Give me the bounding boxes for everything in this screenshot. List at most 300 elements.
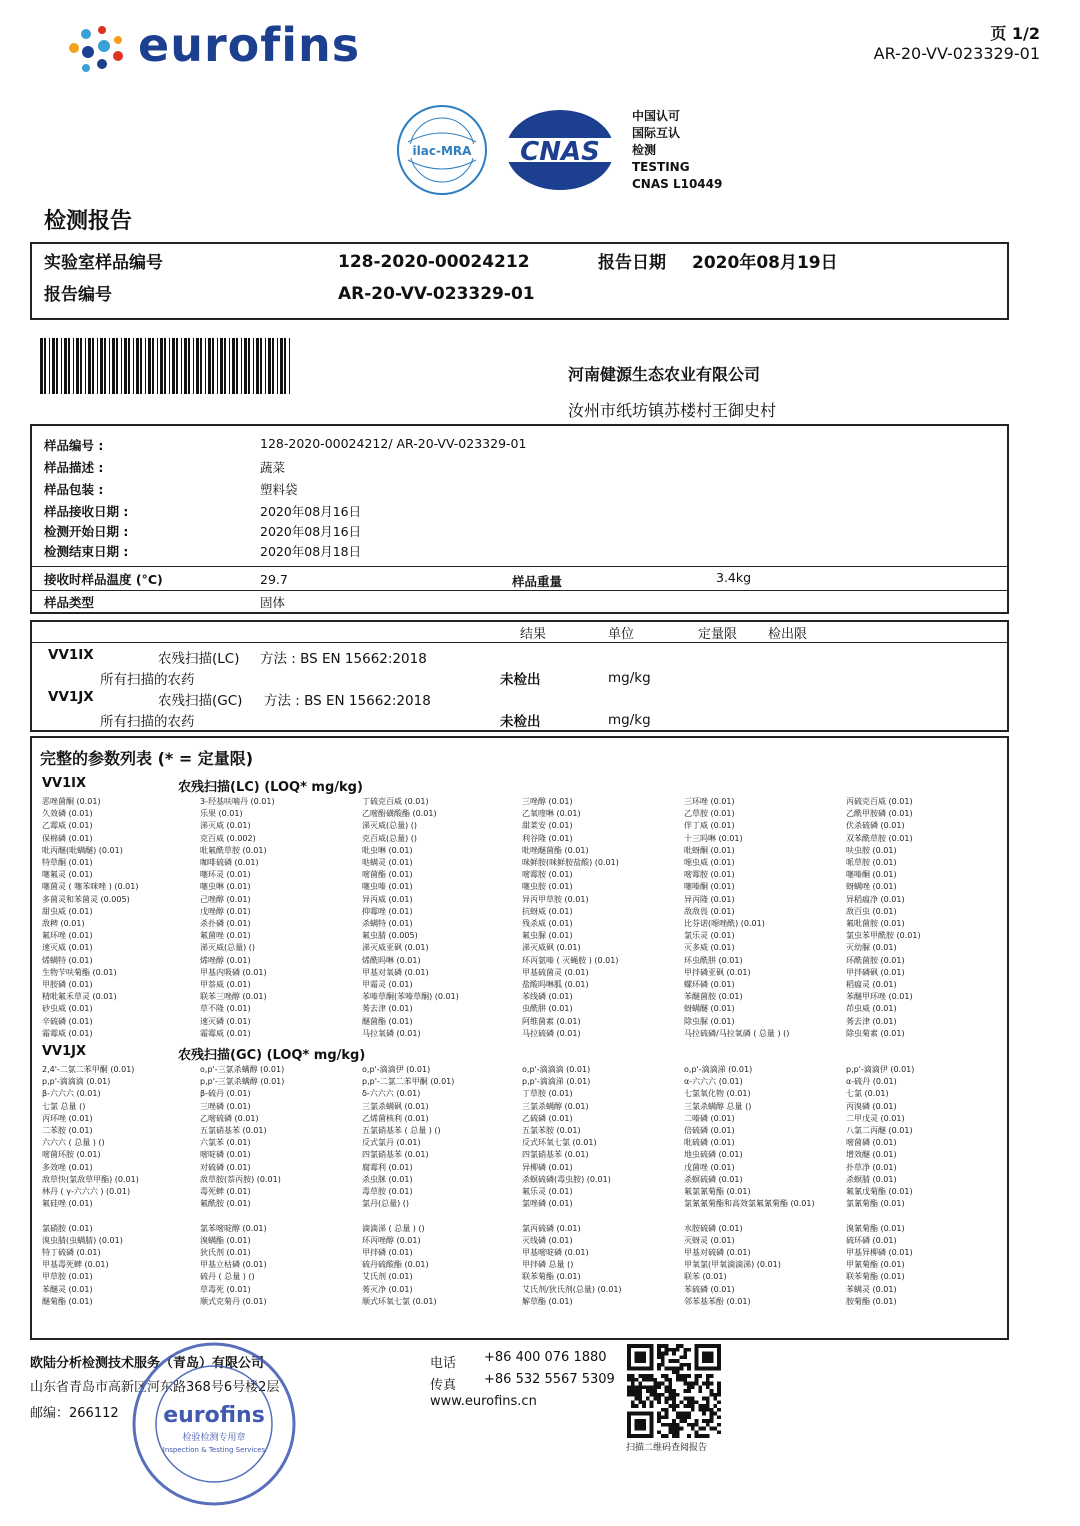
parameter-item: 氟环唑 (0.01) <box>42 931 93 941</box>
parameter-item: 林丹 ( γ-六六六 ) (0.01) <box>42 1187 131 1197</box>
parameter-item: p,p'-滴滴涕 (0.01) <box>522 1077 591 1087</box>
parameter-item: 氯丹(总量) () <box>362 1199 410 1209</box>
page-title: 检测报告 <box>44 209 133 234</box>
parameter-item: 杀螟硫磷 (0.01) <box>684 1174 743 1184</box>
parameter-item: 2,4'-二氯二苯甲酮 (0.01) <box>42 1065 135 1074</box>
fax-label: 传真 <box>430 1378 457 1393</box>
lc-group-code: VV1IX <box>42 776 87 791</box>
parameter-list-box <box>30 736 1009 1340</box>
parameter-item: 丁硫克百威 (0.01) <box>362 797 429 806</box>
parameter-item: 氟虫脲 (0.01) <box>522 931 573 941</box>
page-info <box>874 24 1040 64</box>
parameter-item: 氟硅唑 (0.01) <box>42 1199 93 1209</box>
parameter-item: 虫酰肼 (0.01) <box>522 1004 573 1014</box>
svg-text:Inspection & Testing Services: Inspection & Testing Services <box>162 1446 266 1454</box>
parameter-item: 甲基对氧磷 (0.01) <box>362 967 429 977</box>
parameter-item: 联苯 (0.01) <box>684 1272 727 1282</box>
parameter-item: 噻氟灵 (0.01) <box>42 870 93 880</box>
parameter-item: 特丁硫磷 (0.01) <box>42 1248 101 1258</box>
parameter-item: 灭多威 (0.01) <box>684 943 735 953</box>
parameter-item: 莠去津 (0.01) <box>846 1016 897 1026</box>
parameter-item: 异稻瘟净 (0.01) <box>846 894 905 904</box>
parameter-item: 环酰菌胺 (0.01) <box>846 955 905 965</box>
parameter-item: 敌百虫 (0.01) <box>846 906 897 916</box>
parameter-item: 抗蚜威 (0.01) <box>522 906 573 916</box>
parameter-item: 涕灭威砜 (0.01) <box>522 943 581 953</box>
client-address: 汝州市纸坊镇苏楼村王御史村 <box>568 401 777 420</box>
parameter-item: 精吡氟禾草灵 (0.01) <box>42 992 117 1002</box>
parameter-item: 苯螨灵 (0.01) <box>846 1284 897 1294</box>
parameter-item: 氯唑磷 (0.01) <box>522 1199 573 1209</box>
type-value: 固体 <box>260 595 286 610</box>
test-name: 农残扫描(GC) <box>158 693 243 709</box>
parameter-item: 三氯杀螨醇 (0.01) <box>522 1101 589 1111</box>
parameter-item: 嘧菌磷 (0.01) <box>846 1138 897 1148</box>
parameter-item: 灭幼脲 (0.01) <box>846 943 897 953</box>
parameter-item: 伴丁威 (0.01) <box>684 821 735 831</box>
accreditation-line: 检测 <box>632 143 657 157</box>
parameter-item <box>200 1210 356 1222</box>
parameter-column <box>846 796 1002 1040</box>
parameter-item: 杀扑磷 (0.01) <box>200 919 251 929</box>
parameter-item: 甲氰菊酯 (0.01) <box>846 1260 905 1270</box>
parameter-item: 噻虫嗪 (0.01) <box>362 882 413 892</box>
parameter-item: 增效醚 (0.01) <box>846 1150 897 1160</box>
parameter-item <box>362 1210 518 1222</box>
parameter-column <box>684 796 840 1040</box>
parameter-column <box>200 796 356 1040</box>
parameter-item <box>684 1210 840 1222</box>
parameter-item: 草毒死 (0.01) <box>200 1284 251 1294</box>
header-report-number: AR-20-VV-023329-01 <box>873 44 1040 63</box>
parameter-item: 吡氟酰草胺 (0.01) <box>200 845 267 855</box>
sample-value: 128-2020-00024212/ AR-20-VV-023329-01 <box>260 436 527 451</box>
weight-label: 样品重量 <box>512 574 563 589</box>
parameter-list-title: 完整的参数列表 (* = 定量限) <box>40 749 254 768</box>
divider <box>32 566 1007 567</box>
parameter-item: 吡硫磷 (0.01) <box>684 1138 735 1148</box>
parameter-item: 螺环磷 (0.01) <box>684 980 735 990</box>
test-method: 方法 : BS EN 15662:2018 <box>260 651 427 667</box>
parameter-item: 苯醚甲环唑 (0.01) <box>846 992 913 1002</box>
parameter-item: 氟虫腈 (0.005) <box>362 931 418 941</box>
parameter-item: 倍硫磷 (0.01) <box>684 1126 735 1136</box>
parameter-item: 速灭威 (0.01) <box>42 943 93 953</box>
parameter-item: 甲氧氯(甲氧滴滴涕) (0.01) <box>684 1260 781 1270</box>
accreditation-text <box>632 108 722 193</box>
temp-value: 29.7 <box>260 572 288 587</box>
parameter-item: 反式氯丹 (0.01) <box>362 1138 421 1148</box>
lab-name: 欧陆分析检测技术服务（青岛）有限公司 <box>30 1356 265 1371</box>
parameter-item: 二苯胺 (0.01) <box>42 1126 93 1136</box>
parameter-item: 己唑醇 (0.01) <box>200 894 251 904</box>
report-info-box <box>30 242 1009 320</box>
parameter-item: 甲基立枯磷 (0.01) <box>200 1260 267 1270</box>
parameter-item: 呋虫胺 (0.01) <box>846 845 897 855</box>
parameter-item: 三氯杀螨醇 总量 () <box>684 1101 752 1111</box>
client-company: 河南健源生态农业有限公司 <box>568 365 761 384</box>
parameter-item: 咪鲜胺(咪鲜胺盐酸) (0.01) <box>522 858 619 868</box>
parameter-item: 反式环氧七氯 (0.01) <box>522 1138 597 1148</box>
parameter-item: 噻虫胺 (0.01) <box>522 882 573 892</box>
parameter-item: 灭蚜灵 (0.01) <box>684 1235 735 1245</box>
sample-label: 样品接收日期 : <box>44 504 129 519</box>
parameter-item: 氯丙硫磷 (0.01) <box>522 1223 581 1233</box>
parameter-item: 莠去津 (0.01) <box>362 1004 413 1014</box>
parameter-item: 甲基对硫磷 (0.01) <box>684 1248 751 1258</box>
parameter-item: 马拉硫磷 (0.01) <box>522 1028 581 1038</box>
parameter-item: 杀螟硫磷(毒虫胺) (0.01) <box>522 1174 611 1184</box>
parameter-item: 嘧菌酯 (0.01) <box>362 870 413 880</box>
parameter-item: 噻嗪酮 (0.01) <box>684 882 735 892</box>
parameter-item: 甲草胺 (0.01) <box>42 1272 93 1282</box>
parameter-item: 毒草胺 (0.01) <box>362 1187 413 1197</box>
parameter-item: 敌稗 (0.01) <box>42 919 85 929</box>
parameter-item: p,p'-三氯杀螨醇 (0.01) <box>200 1077 285 1087</box>
parameter-item: 苯嗪草酮(苯嗪草酮) (0.01) <box>362 992 459 1002</box>
parameter-item: 涕灭威 (0.01) <box>200 821 251 831</box>
parameter-item: 噻虫啉 (0.01) <box>200 882 251 892</box>
parameter-item: 甜菜安 (0.01) <box>522 821 573 831</box>
parameter-item: 乐果 (0.01) <box>200 809 243 819</box>
parameter-item: 联苯菊酯 (0.01) <box>522 1272 581 1282</box>
parameter-item: p,p'-滴滴滴 (0.01) <box>42 1077 111 1087</box>
parameter-item: 环丙唑醇 (0.01) <box>362 1235 421 1245</box>
parameter-item: 解草酯 (0.01) <box>522 1296 573 1306</box>
parameter-item: 丁草胺 (0.01) <box>522 1089 573 1099</box>
test-code: VV1IX <box>48 647 94 663</box>
test-code: VV1JX <box>48 689 94 705</box>
divider <box>32 590 1007 591</box>
parameter-item: 残杀威 (0.01) <box>522 919 573 929</box>
parameter-item: 艾氏剂 (0.01) <box>362 1272 413 1282</box>
parameter-item <box>522 1210 678 1222</box>
parameter-item: 甲萘威 (0.01) <box>200 980 251 990</box>
parameter-item: 甲基异柳磷 (0.01) <box>846 1248 913 1258</box>
gc-group-name: 农残扫描(GC) (LOQ* mg/kg) <box>178 1048 366 1063</box>
svg-text:CNAS: CNAS <box>520 137 600 167</box>
parameter-item: 丙溴磷 (0.01) <box>846 1101 897 1111</box>
parameter-item: 七氯氧化物 (0.01) <box>684 1089 751 1099</box>
svg-text:检验检测专用章: 检验检测专用章 <box>182 1433 246 1443</box>
parameter-item: 嘧霉胺 (0.01) <box>684 870 735 880</box>
parameter-item: 乙烯菌核利 (0.01) <box>362 1113 429 1123</box>
parameter-column <box>684 1064 840 1308</box>
parameter-item: 敌敌畏 (0.01) <box>684 906 735 916</box>
parameter-item: 盐酸吗啉胍 (0.01) <box>522 980 589 990</box>
parameter-item: 四氯硝基苯 (0.01) <box>522 1150 589 1160</box>
parameter-item: 四氯硝基苯 (0.01) <box>362 1150 429 1160</box>
parameter-item: 多菌灵和苯菌灵 (0.005) <box>42 894 130 904</box>
sample-value: 塑料袋 <box>260 482 298 497</box>
weight-value: 3.4kg <box>716 570 752 585</box>
parameter-item: 甲胺磷 (0.01) <box>42 980 93 990</box>
parameter-item: 溴虫腈(虫螨腈) (0.01) <box>42 1235 123 1245</box>
parameter-item: 除虫菊素 (0.01) <box>846 1028 905 1038</box>
parameter-item: 环丙氨嗪 ( 灭蝇胺 ) (0.01) <box>522 955 619 965</box>
parameter-item: 敌草胺(萘丙胺) (0.01) <box>200 1174 281 1184</box>
parameter-item: 嘧霉胺 (0.01) <box>522 870 573 880</box>
parameter-item: 顺式环氧七氯 (0.01) <box>362 1296 437 1306</box>
parameter-item: 烯唑醇 (0.01) <box>200 955 251 965</box>
parameter-item: 三环唑 (0.01) <box>684 797 735 806</box>
parameter-item: 除虫脲 (0.01) <box>684 1016 735 1026</box>
parameter-item: 速灭磷 (0.01) <box>200 1016 251 1026</box>
sample-value: 2020年08月16日 <box>260 524 362 539</box>
parameter-item: 草不隆 (0.01) <box>200 1004 251 1014</box>
parameter-item: 胺菊酯 (0.01) <box>846 1296 897 1306</box>
parameter-item: 涕灭威亚砜 (0.01) <box>362 943 429 953</box>
accreditation-line: 中国认可 <box>632 109 681 123</box>
report-no: AR-20-VV-023329-01 <box>338 284 535 304</box>
parameter-item: 三唑磷 (0.01) <box>200 1101 251 1111</box>
test-unit: mg/kg <box>608 670 651 686</box>
parameter-column <box>200 1064 356 1308</box>
parameter-item: 异丙隆 (0.01) <box>684 894 735 904</box>
parameter-item: 戊菌唑 (0.01) <box>684 1162 735 1172</box>
parameter-item: 乙草胺 (0.01) <box>684 809 735 819</box>
svg-text:ilac-MRA: ilac-MRA <box>412 144 472 158</box>
col-loq-header: 定量限 <box>698 627 738 642</box>
parameter-item: 对硫磷 (0.01) <box>200 1162 251 1172</box>
parameter-item: 七氯 总量 () <box>42 1101 86 1111</box>
parameter-item: 霜霉威 (0.01) <box>200 1028 251 1038</box>
parameter-column <box>362 796 518 1040</box>
parameter-item: 稻瘟灵 (0.01) <box>846 980 897 990</box>
parameter-item: 噻嗪酮 (0.01) <box>846 870 897 880</box>
tel-label: 电话 <box>430 1356 457 1371</box>
parameter-item: 哒螨灵 (0.01) <box>362 858 413 868</box>
accreditation-line: TESTING <box>632 160 690 174</box>
parameter-item: 马拉硫磷/马拉氧磷 ( 总量 ) () <box>684 1028 790 1038</box>
parameter-item: 戊唑醇 (0.01) <box>200 906 251 916</box>
parameter-item: β-硫丹 (0.01) <box>200 1089 251 1099</box>
parameter-item: 辛硫磷 (0.01) <box>42 1016 93 1026</box>
parameter-item: 五氯硝基苯 (0.01) <box>200 1126 267 1136</box>
parameter-item: 氟菌唑 (0.01) <box>200 931 251 941</box>
parameter-item: p,p'-二氯二苯甲酮 (0.01) <box>362 1077 455 1087</box>
qr-code[interactable] <box>624 1344 724 1438</box>
parameter-item: 马拉氧磷 (0.01) <box>362 1028 421 1038</box>
sample-value: 2020年08月18日 <box>260 544 362 559</box>
parameter-item: 克百威(总量) () <box>362 833 418 843</box>
parameter-item: 滴滴涕 ( 总量 ) () <box>362 1223 425 1233</box>
parameter-item: 氯苯嘧啶醇 (0.01) <box>200 1223 267 1233</box>
sample-info-box <box>30 424 1009 614</box>
col-lod-header: 检出限 <box>768 627 808 642</box>
parameter-item: 甲拌磷 总量 () <box>522 1260 574 1270</box>
parameter-item: 哌草胺 (0.01) <box>846 858 897 868</box>
parameter-item: 苯硫磷 (0.01) <box>684 1284 735 1294</box>
parameter-item: δ-六六六 (0.01) <box>362 1089 421 1099</box>
parameter-item: β-六六六 (0.01) <box>42 1089 101 1099</box>
parameter-column <box>42 796 198 1040</box>
parameter-item: o,p'-滴滴滴 (0.01) <box>522 1065 591 1074</box>
sample-label: 样品包装 : <box>44 482 104 497</box>
parameter-item: 蚜螨醚 (0.01) <box>684 1004 735 1014</box>
parameter-item: 乙氧喹啉 (0.01) <box>522 809 581 819</box>
divider <box>32 642 1007 643</box>
parameter-item: 杀螟腈 (0.01) <box>846 1174 897 1184</box>
lc-group-name: 农残扫描(LC) (LOQ* mg/kg) <box>178 780 363 795</box>
parameter-item: 甲基内吸磷 (0.01) <box>200 967 267 977</box>
parameter-column <box>522 796 678 1040</box>
barcode <box>40 338 294 394</box>
results-box <box>30 620 1009 732</box>
parameter-item: 甲基硫菌灵 (0.01) <box>522 967 589 977</box>
ilac-mra-logo <box>396 104 488 196</box>
parameter-item: 扑草净 (0.01) <box>846 1162 897 1172</box>
parameter-item: 吡丙醚(吡螨醚) (0.01) <box>42 845 123 855</box>
parameter-item: 嘧菌环胺 (0.01) <box>42 1150 101 1160</box>
parameter-item: 丙硫克百威 (0.01) <box>846 797 913 806</box>
parameter-item: 3-羟基呋喃丹 (0.01) <box>200 797 275 806</box>
parameter-item: 氟乐灵 (0.01) <box>522 1187 573 1197</box>
parameter-item: 艾氏剂/狄氏剂(总量) (0.01) <box>522 1284 622 1294</box>
parameter-item: 溴螨酯 (0.01) <box>200 1235 251 1245</box>
temp-label: 接收时样品温度 (°C) <box>44 572 163 587</box>
parameter-item: 地虫硫磷 (0.01) <box>684 1150 743 1160</box>
parameter-item: α-硫丹 (0.01) <box>846 1077 897 1087</box>
col-unit-header: 单位 <box>608 627 635 642</box>
gc-group-code: VV1JX <box>42 1044 87 1059</box>
parameter-item: 涕灭威(总量) () <box>200 943 256 953</box>
test-item: 所有扫描的农药 <box>100 714 195 730</box>
parameter-item: 硫丹硫酸酯 (0.01) <box>362 1260 429 1270</box>
parameter-item: 烯螨特 (0.01) <box>42 955 93 965</box>
parameter-item: 阿维菌素 (0.01) <box>522 1016 581 1026</box>
parameter-item: 联苯三唑醇 (0.01) <box>200 992 267 1002</box>
qr-caption: 扫描二维码查阅报告 <box>626 1443 708 1453</box>
parameter-column <box>42 1064 198 1308</box>
accreditation-line: CNAS L10449 <box>632 177 723 191</box>
parameter-item: 乙酰甲胺磷 (0.01) <box>846 809 913 819</box>
parameter-item: 甲拌磷 (0.01) <box>362 1248 413 1258</box>
parameter-item: 氯虫苯甲酰胺 (0.01) <box>846 931 921 941</box>
parameter-item: o,p'-三氯杀螨醇 (0.01) <box>200 1065 285 1074</box>
col-result-header: 结果 <box>520 627 547 642</box>
parameter-item: 联苯菊酯 (0.01) <box>846 1272 905 1282</box>
parameter-item: 涕灭威(总量) () <box>362 821 418 831</box>
parameter-item: 甲霜灵 (0.01) <box>362 980 413 990</box>
parameter-item: 霜霉威 (0.01) <box>42 1028 93 1038</box>
parameter-item: o,p'-滴滴涕 (0.01) <box>684 1065 753 1074</box>
parameter-item: 恶唑菌酮 (0.01) <box>42 797 101 806</box>
parameter-item: 甲拌磷亚砜 (0.01) <box>684 967 751 977</box>
parameter-item: 噻菌灵 ( 噻苯咪唑 ) (0.01) <box>42 882 139 892</box>
parameter-item: 毒死蜱 (0.01) <box>200 1187 251 1197</box>
official-seal <box>130 1340 298 1508</box>
test-name: 农残扫描(LC) <box>158 651 240 667</box>
parameter-item: 甲基毒死蜱 (0.01) <box>42 1260 109 1270</box>
parameter-item: 十三吗啉 (0.01) <box>684 833 743 843</box>
parameter-item: 腐霉利 (0.01) <box>362 1162 413 1172</box>
parameter-item: 二甲戊灵 (0.01) <box>846 1113 905 1123</box>
test-result: 未检出 <box>500 672 541 688</box>
parameter-item: 吡唑醚菌酯 (0.01) <box>522 845 589 855</box>
parameter-item: 溴氰菊酯 (0.01) <box>846 1223 905 1233</box>
parameter-item: 蚜螨唑 (0.01) <box>846 882 897 892</box>
parameter-item: 三氯杀螨砜 (0.01) <box>362 1101 429 1111</box>
parameter-item: 多效唑 (0.01) <box>42 1162 93 1172</box>
parameter-item: 八氯二丙醚 (0.01) <box>846 1126 913 1136</box>
parameter-item: 抑霉唑 (0.01) <box>362 906 413 916</box>
parameter-item: 杀螨特 (0.01) <box>362 919 413 929</box>
parameter-item: 氯氰菊酯 (0.01) <box>846 1199 905 1209</box>
parameter-column <box>362 1064 518 1308</box>
parameter-item: 比芬诺(噁唑酰) (0.01) <box>684 919 765 929</box>
parameter-item <box>42 1210 198 1222</box>
parameter-item: 杀虫脒 (0.01) <box>362 1174 413 1184</box>
parameter-column <box>846 1064 1002 1308</box>
report-date-label: 报告日期 <box>598 253 666 273</box>
parameter-item: 敌草快(氯敌草甲酯) (0.01) <box>42 1174 139 1184</box>
cnas-logo <box>504 108 616 192</box>
parameter-column <box>522 1064 678 1308</box>
parameter-item: 七氯 (0.01) <box>846 1089 889 1099</box>
sample-label: 检测开始日期 : <box>44 524 129 539</box>
svg-text:eurofins: eurofins <box>163 1403 265 1428</box>
eurofins-logo-dots-icon <box>66 20 132 80</box>
lab-address: 山东省青岛市高新区河东路368号6号楼2层 <box>30 1380 280 1395</box>
parameter-item: 砂虫威 (0.01) <box>42 1004 93 1014</box>
parameter-item: 双苯酰草胺 (0.01) <box>846 833 913 843</box>
parameter-item: 甲基嘧啶磷 (0.01) <box>522 1248 589 1258</box>
parameter-item: 甲拌磷砜 (0.01) <box>846 967 905 977</box>
parameter-item: 丙环唑 (0.01) <box>42 1113 93 1123</box>
parameter-item: 醚菌酯 (0.01) <box>362 1016 413 1026</box>
parameter-item: 乙嘧酚磺酸酯 (0.01) <box>362 809 437 819</box>
parameter-item: 三唑醇 (0.01) <box>522 797 573 806</box>
parameter-item: 六六六 ( 总量 ) () <box>42 1138 105 1148</box>
parameter-item: 乙嘧硫磷 (0.01) <box>200 1113 259 1123</box>
parameter-item: 生物苄呋菊酯 (0.01) <box>42 967 117 977</box>
lab-sample-no: 128-2020-00024212 <box>338 252 530 272</box>
parameter-item: 茚虫威 (0.01) <box>846 1004 897 1014</box>
parameter-item: 吡虫啉 (0.01) <box>362 845 413 855</box>
eurofins-logo: eurofins <box>138 18 361 72</box>
tel-value: +86 400 076 1880 <box>484 1350 607 1365</box>
parameter-item: 顺式克菊丹 (0.01) <box>200 1296 267 1306</box>
parameter-item: 邻苯基苯酚 (0.01) <box>684 1296 751 1306</box>
sample-value: 蔬菜 <box>260 460 286 475</box>
parameter-item: 醚菊酯 (0.01) <box>42 1296 93 1306</box>
parameter-item: 保棉磷 (0.01) <box>42 833 93 843</box>
parameter-item: 噁虫威 (0.01) <box>684 858 735 868</box>
test-method: 方法 : BS EN 15662:2018 <box>264 693 431 709</box>
parameter-item: 狄氏剂 (0.01) <box>200 1248 251 1258</box>
parameter-item: 特草酮 (0.01) <box>42 858 93 868</box>
parameter-item: 久效磷 (0.01) <box>42 809 93 819</box>
sample-value: 2020年08月16日 <box>260 504 362 519</box>
website-link[interactable]: www.eurofins.cn <box>430 1394 537 1409</box>
fax-value: +86 532 5567 5309 <box>484 1372 615 1387</box>
parameter-item: 乙霉威 (0.01) <box>42 821 93 831</box>
sample-label: 样品编号 : <box>44 438 104 453</box>
parameter-item: 莠灭净 (0.01) <box>362 1284 413 1294</box>
parameter-item: 硫环磷 (0.01) <box>846 1235 897 1245</box>
parameter-item: 嘧啶磷 (0.01) <box>200 1150 251 1160</box>
parameter-item: 克百威 (0.002) <box>200 833 256 843</box>
parameter-item: 二嗪磷 (0.01) <box>684 1113 735 1123</box>
parameter-item: 苯醚灵 (0.01) <box>42 1284 93 1294</box>
parameter-item: 六氯苯 (0.01) <box>200 1138 251 1148</box>
parameter-item: 氟酰胺 (0.01) <box>200 1199 251 1209</box>
parameter-item: 硫丹 ( 总量 ) () <box>200 1272 255 1282</box>
parameter-item: o,p'-滴滴伊 (0.01) <box>362 1065 431 1074</box>
parameter-item: p,p'-滴滴伊 (0.01) <box>846 1065 915 1074</box>
parameter-item: 异丙威 (0.01) <box>362 894 413 904</box>
